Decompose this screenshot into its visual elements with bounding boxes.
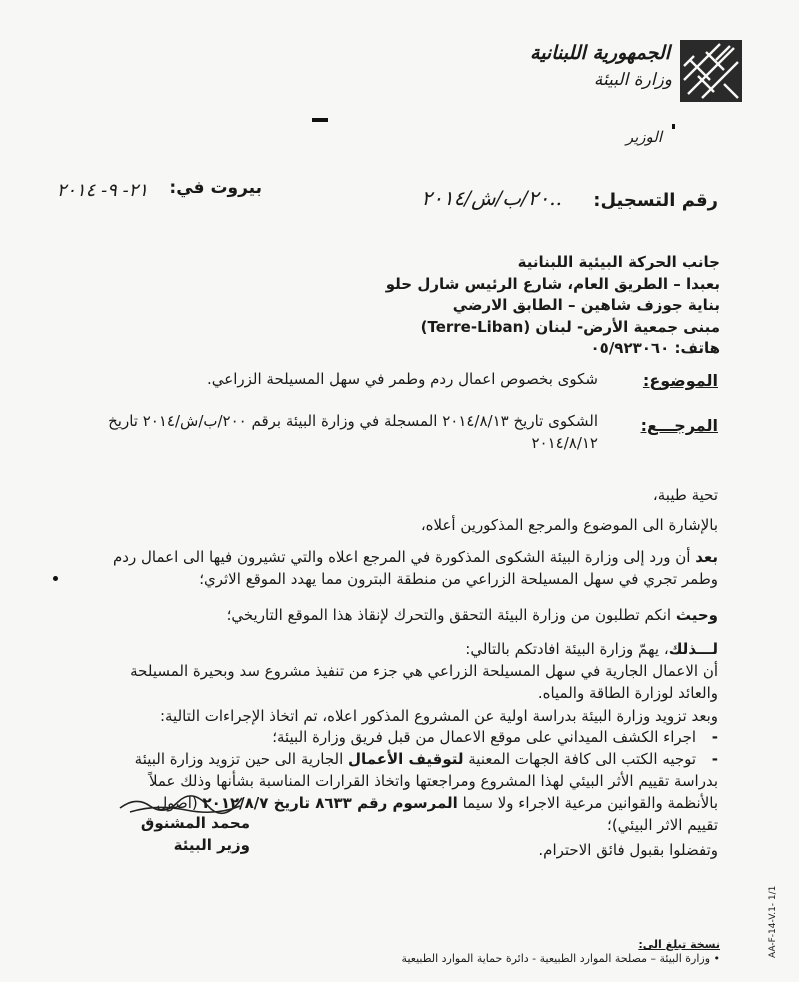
paragraph-lead: لـــذلك — [668, 640, 718, 658]
greeting: تحية طيبة، — [652, 486, 718, 504]
list-item-emphasis: المرسوم رقم ٨٦٣٣ تاريخ ٢٠١٢/٨/٧ — [202, 794, 458, 812]
list-item-text: بالأنظمة والقوانين مرعية الاجراء ولا سيما — [457, 794, 718, 812]
addressee-line: بعبدا – الطريق العام، شارع الرئيس شارل حلو — [385, 274, 720, 293]
registration-label: رقم التسجيل: — [593, 190, 718, 211]
addressee-line: مبنى جمعية الأرض- لبنان (Terre-Liban) — [420, 317, 720, 336]
addressee-line: بناية جوزف شاهين – الطابق الارضي — [452, 296, 720, 314]
addressee-block — [300, 252, 720, 360]
paragraph-procedures: وبعد تزويد وزارة البيئة بدراسة اولية عن المشروع المذكور اعلاه، تم اتخاذ الإجراءات التالية: — [159, 707, 718, 725]
dateline-date: ٢١- ٩- ٢٠١٤ — [56, 180, 148, 201]
list-item-text: (اصول — [156, 794, 203, 812]
signature-name: محمد المشنوق — [140, 814, 250, 832]
paragraph-text: انكم تطلبون من وزارة البيئة التحقق والتحرك لإنقاذ هذا الموقع التاريخي؛ — [226, 606, 676, 624]
reference-label: المرجـــع: — [640, 416, 718, 435]
letterhead-republic: الجمهورية اللبنانية — [530, 42, 670, 64]
subject-text: شكوى بخصوص اعمال ردم وطمر في سهل المسيلحة الزراعي. — [206, 370, 598, 388]
list-item-emphasis: لتوقيف الأعمال — [348, 750, 464, 768]
paragraph-text: ، يهمّ وزارة البيئة افادتكم بالتالي: — [465, 640, 669, 658]
reference-line2: ٢٠١٤/٨/١٢ — [531, 434, 598, 452]
paragraph-text: أن ورد إلى وزارة البيئة الشكوى المذكورة في المرجع اعلاه والتي تشيرون فيها الى اعمال ردم — [113, 548, 696, 566]
registration-value: ..٢٠/ب/ش/٢٠١٤ — [421, 186, 562, 210]
letterhead-ministry: وزارة البيئة — [593, 70, 672, 90]
paragraph-text: وطمر تجري في سهل المسيلحة الزراعي من منطقة البترون مما يهدد الموقع الاثري؛ — [199, 570, 718, 588]
list-item-text: توجيه الكتب الى كافة الجهات المعنية — [463, 750, 697, 768]
signature-title: وزير البيئة — [173, 836, 250, 854]
subject-label: الموضوع: — [642, 371, 718, 390]
list-item — [50, 726, 718, 748]
header-mark — [312, 118, 328, 122]
intro: بالإشارة الى الموضوع والمرجع المذكورين أعلاه، — [420, 516, 718, 534]
paragraph-text: أن الاعمال الجارية في سهل المسيلحة الزراعي هي جزء من تنفيذ مشروع سد وبحيرة المسيلحة — [130, 662, 718, 680]
closing: وتفضلوا بقبول فائق الاحترام. — [538, 841, 718, 859]
reference-line1: الشكوى تاريخ ٢٠١٤/٨/١٣ المسجلة في وزارة البيئة برقم ٢٠٠/ب/ش/٢٠١٤ تاريخ — [108, 412, 598, 430]
paragraph-request — [120, 604, 718, 626]
letterhead-office: الوزير — [625, 128, 662, 146]
paragraph-therefore — [300, 638, 718, 660]
copy-item: • وزارة البيئة – مصلحة الموارد الطبيعية - دائرة حماية الموارد الطبيعية — [401, 952, 720, 965]
dateline-label: بيروت في: — [169, 178, 262, 198]
paragraph-complaint — [60, 546, 718, 590]
list-item-text: اجراء الكشف الميداني على موقع الاعمال من قبل فريق وزارة البيئة؛ — [272, 728, 697, 746]
paragraph-works — [50, 660, 718, 704]
header-tick — [672, 124, 675, 129]
paragraph-text: والعائد لوزارة الطاقة والمياه. — [537, 684, 718, 702]
list-item-continuation: تقييم الاثر البيئي)؛ — [607, 816, 718, 834]
paragraph-lead: بعد — [695, 548, 718, 566]
copy-label: نسخة تبلغ الى: — [638, 938, 720, 951]
list-item-continuation: بدراسة تقييم الأثر البيئي لهذا المشروع ومراجعتها واتخاذ القرارات المناسبة بشأنها وذلك عملاً — [148, 772, 718, 790]
bullet-dash: - — [696, 728, 718, 746]
list-item-text: الجارية الى حين تزويد وزارة البيئة — [134, 750, 349, 768]
paragraph-lead: وحيث — [675, 606, 718, 624]
margin-dot — [53, 576, 58, 581]
addressee-line: هاتف: ٠٥/٩٢٣٠٦٠ — [590, 339, 720, 357]
ministry-logo — [680, 40, 742, 102]
addressee-line: جانب الحركة البيئية اللبنانية — [517, 253, 720, 271]
bullet-dash: - — [696, 750, 718, 768]
signature-scribble — [116, 790, 246, 816]
list-item — [50, 748, 718, 770]
form-code: AA-F-14-V.1- 1/1 — [768, 885, 778, 958]
